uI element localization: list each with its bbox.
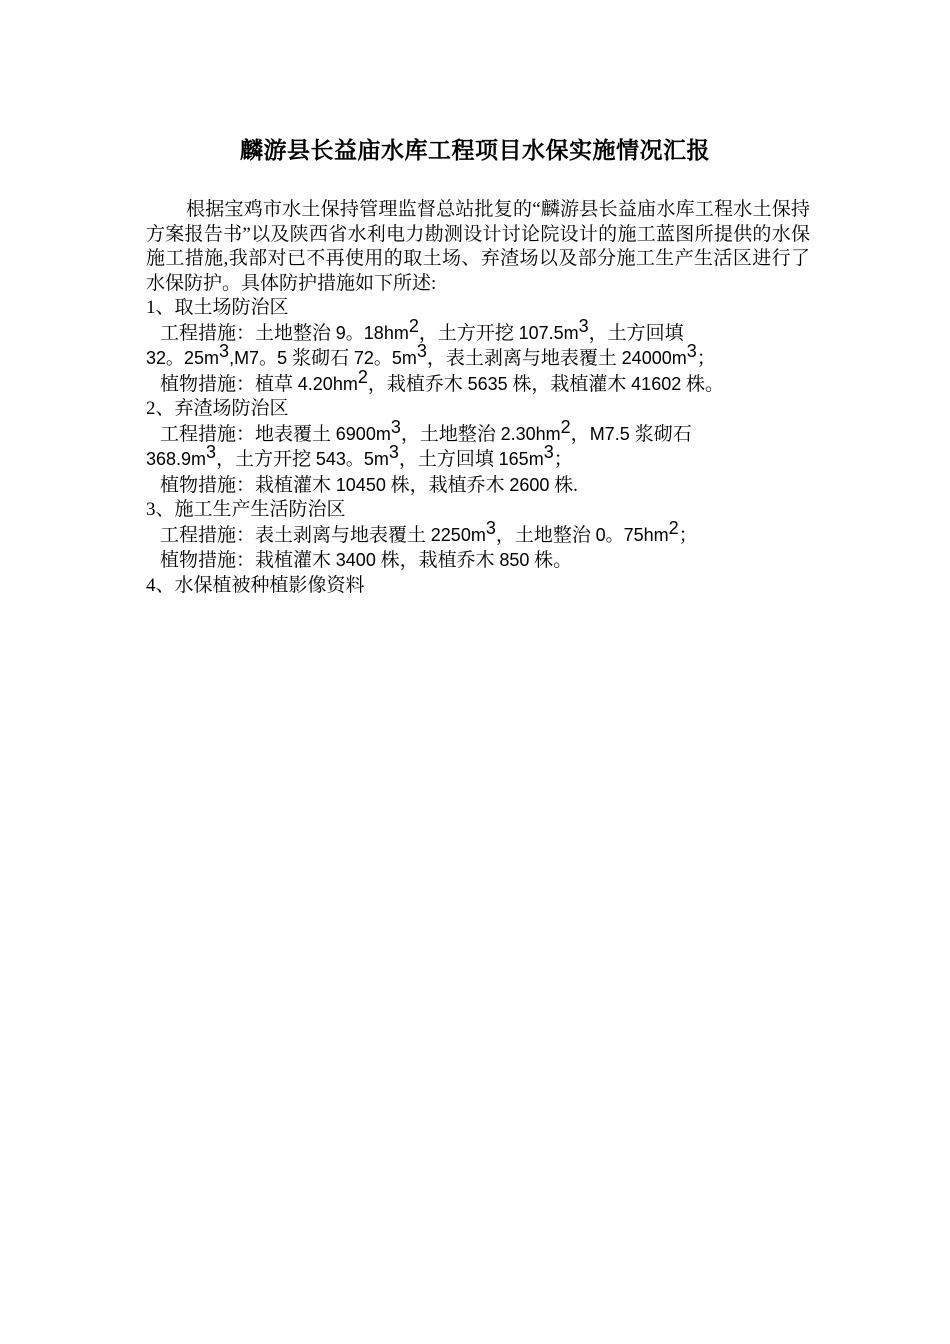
text-run: ，土方回填 — [588, 322, 684, 344]
intro-paragraph: 根据宝鸡市水土保持管理监督总站批复的“麟游县长益庙水库工程水土保持方案报告书”以及陕西省水利电力勘测设计讨论院设计的施工蓝图所提供的水保施工措施,我部对已不再使用的取土场、弃渣场以及部分施工生产生活区进行了水保防护。具体防护措施如下所述: — [146, 199, 810, 294]
text-run: 土地整治 — [255, 322, 336, 344]
section-1-engineering-cont — [146, 341, 810, 372]
superscript: 2 — [408, 315, 419, 336]
value: 9。18hm — [335, 322, 409, 343]
text-run: ； — [696, 348, 716, 369]
value: 107.5m — [518, 322, 579, 343]
superscript: 2 — [357, 366, 368, 387]
text-run: ，土方回填 — [398, 449, 499, 470]
section-3-engineering — [146, 517, 810, 549]
superscript: 3 — [390, 416, 401, 437]
text-run: ，土地整治 — [495, 524, 596, 546]
value: 368.9m — [146, 449, 207, 469]
text-run: ，土方开挖 — [216, 449, 316, 470]
superscript: 3 — [219, 341, 230, 361]
superscript: 2 — [560, 416, 571, 437]
text-run: 株，栽植灌木 — [507, 373, 632, 395]
value: 850 — [499, 550, 530, 570]
text-run: 株。 — [529, 550, 573, 571]
text-run: 浆砌石 — [634, 423, 692, 445]
superscript: 3 — [543, 442, 554, 462]
text-run: 表土剥离与地表覆土 — [255, 524, 431, 546]
engineering-label: 工程措施： — [160, 423, 256, 445]
value: 32。25m — [146, 348, 220, 368]
value: 0。75hm — [595, 524, 669, 545]
text-run: 株，栽植乔木 — [385, 474, 510, 496]
value: 3400 — [335, 550, 376, 570]
value: M7.5 — [589, 423, 635, 444]
section-1-engineering — [146, 315, 810, 347]
value: 2250m — [430, 524, 486, 545]
section-heading-4: 4、水保植被种植影像资料 — [146, 574, 365, 596]
value: 165m — [498, 449, 544, 469]
value: 24000m — [621, 348, 687, 368]
document-title: 麟游县长益庙水库工程项目水保实施情况汇报 — [240, 138, 710, 163]
superscript: 3 — [578, 315, 589, 336]
text-run: ，土地整治 — [400, 423, 501, 445]
value: 10450 — [335, 474, 386, 495]
section-heading-3: 3、施工生产生活防治区 — [146, 499, 346, 520]
text-run: ，表土剥离与地表覆土 — [426, 348, 622, 369]
superscript: 3 — [388, 442, 399, 462]
value: ,M7。5 — [229, 348, 293, 368]
value: 2.30hm — [500, 423, 561, 444]
superscript: 2 — [668, 517, 679, 538]
text-run: ，土方开挖 — [418, 322, 519, 344]
text-run: ， — [570, 423, 590, 445]
value: 5635 — [467, 373, 508, 394]
text-run: 株. — [549, 474, 578, 496]
value: 4.20hm — [297, 373, 358, 394]
section-2-engineering-cont — [146, 442, 810, 473]
engineering-label: 工程措施： — [160, 524, 256, 546]
superscript: 3 — [686, 341, 697, 361]
value: 41602 — [631, 373, 682, 394]
value: 6900m — [335, 423, 391, 444]
section-3-plant — [146, 548, 810, 574]
text-run: 植草 — [255, 373, 298, 395]
superscript: 3 — [206, 442, 217, 462]
engineering-label: 工程措施： — [160, 322, 256, 344]
text-run: 地表覆土 — [255, 423, 336, 445]
section-2-engineering — [146, 416, 810, 448]
text-run: 株，栽植乔木 — [375, 550, 500, 571]
text-run: 栽植灌木 — [255, 474, 336, 496]
text-run: ，栽植乔木 — [367, 373, 468, 395]
text-run: 株。 — [681, 373, 724, 395]
value: 2600 — [509, 474, 550, 495]
text-run: ； — [678, 524, 698, 546]
text-run: 栽植灌木 — [255, 550, 336, 571]
plant-label: 植物措施： — [160, 474, 256, 496]
section-heading-1: 1、取土场防治区 — [146, 297, 289, 318]
text-run: 浆砌石 — [292, 348, 354, 369]
value: 72。5m — [353, 348, 417, 368]
plant-label: 植物措施： — [160, 550, 256, 571]
superscript: 3 — [485, 517, 496, 538]
section-heading-2: 2、弃渣场防治区 — [146, 398, 289, 419]
text-run: ； — [553, 449, 573, 470]
plant-label: 植物措施： — [160, 373, 256, 395]
superscript: 3 — [416, 341, 427, 361]
value: 543。5m — [315, 449, 389, 469]
section-2-plant — [146, 473, 810, 499]
document-body — [146, 198, 810, 598]
section-1-plant — [146, 366, 810, 398]
